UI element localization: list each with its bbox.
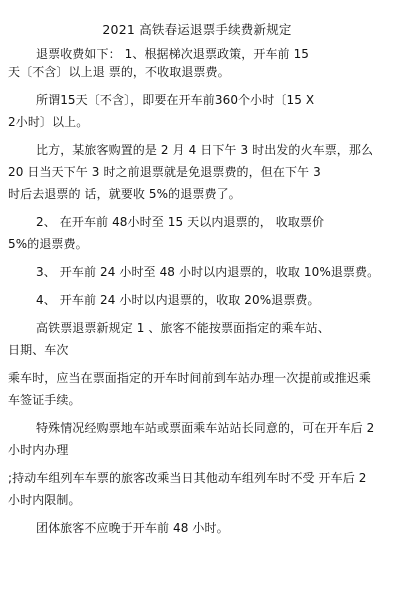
text-line: 20 日当天下午 3 时之前退票就是免退票费的，但在下午 3: [8, 165, 321, 179]
text-line: 2小时〕以上。: [8, 115, 89, 129]
text-line: 2、 在开车前 48小时至 15 天以内退票的， 收取票价: [36, 215, 325, 229]
document-title: 2021 高铁春运退票手续费新规定: [102, 22, 292, 37]
text-line: 日期、车次: [8, 343, 69, 357]
text-line: 比方，某旅客购置的是 2 月 4 日下午 3 时出发的火车票，那么: [36, 143, 374, 157]
text-line: 小时内限制。: [8, 493, 81, 507]
text-line: ;持动车组列车车票的旅客改乘当日其他动车组列车时不受 开车后 2: [8, 471, 367, 485]
text-line: 小时内办理: [8, 443, 69, 457]
text-line: 乘车时，应当在票面指定的开车时间前到车站办理一次提前或推迟乘: [8, 371, 372, 385]
text-line: 3、 开车前 24 小时至 48 小时以内退票的，收取 10%退票费。: [36, 265, 380, 279]
text-line: 退票收费如下： 1、根据梯次退票政策，开车前 15: [36, 47, 310, 61]
text-line: 4、 开车前 24 小时以内退票的，收取 20%退票费。: [36, 293, 320, 307]
text-line: 团体旅客不应晚于开车前 48 小时。: [36, 521, 229, 535]
text-line: 天〔不含〕以上退 票的，不收取退票费。: [8, 65, 230, 79]
text-line: 车签证手续。: [8, 393, 81, 407]
text-line: 高铁票退票新规定 1 、旅客不能按票面指定的乘车站、: [36, 321, 330, 335]
text-line: 特殊情况经购票地车站或票面乘车站站长同意的，可在开车后 2: [36, 421, 375, 435]
text-line: 所谓15天〔不含〕，即要在开车前360个小时〔15 X: [36, 93, 315, 107]
text-line: 5%的退票费。: [8, 237, 88, 251]
text-line: 时后去退票的 话，就要收 5%的退票费了。: [8, 187, 241, 201]
